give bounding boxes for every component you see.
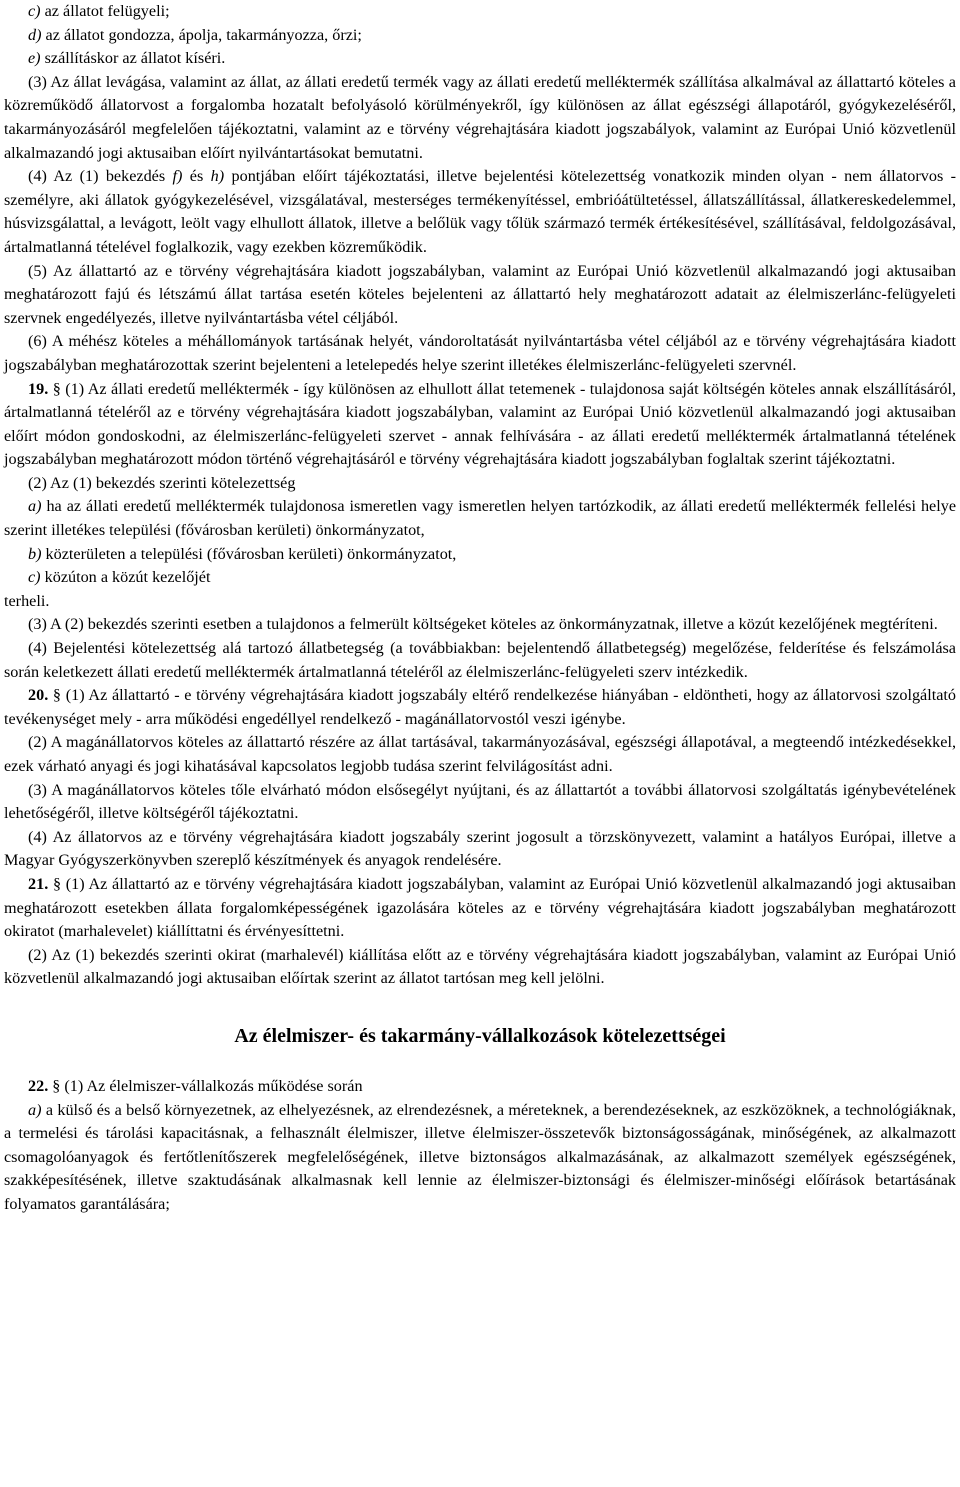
item-text: szállításkor az állatot kíséri. (40, 49, 226, 68)
section-21 (4, 873, 956, 944)
item-marker: e) (28, 49, 41, 68)
list-item-d (4, 24, 956, 48)
paragraph-19-4: (4) Bejelentési kötelezettség alá tartozó állatbetegség (a továbbiakban: bejelentendő állatbetegség) megelőzése, felderítése és felszámolása során keletkezett állati eredetű melléktermék ártalmatlanná tételéről az élelmiszerlánc-felügyeleti szerv intézkedik. (4, 639, 956, 681)
section-text: § (1) Az állattartó az e törvény végrehajtására kiadott jogszabályban, valamint az Európai Unió közvetlenül alkalmazandó jogi aktusaiban meghatározott esetekben állata forgalomképességének igazolására köteles az e törvény végrehajtására kiadott jogszabályban meghatározott okiratot (marhalevelet) kiállíttatni és érvényesíttetni. (4, 874, 956, 941)
chapter-heading: Az élelmiszer- és takarmány-vállalkozások kötelezettségei (234, 1024, 726, 1047)
paragraph-6: (6) A méhész köteles a méhállományok tartásának helyét, vándoroltatását nyilvántartásba vétel céljából az e törvény végrehajtására kiadott jogszabályban meghatározottak szerint bejelenteni a letelepedés helye szerint illetékes élelmiszerlánc-felügyeleti szervnél. (4, 332, 956, 374)
paragraph-text: pontjában előírt tájékoztatási, illetve bejelentési kötelezettség vonatkozik minden olyan - nem állatorvos - személyre, aki állatok gyógykezelésével, vizsgálatával, mesterséges termékenyítéssel, embrióátültetéssel, állatszállítással, állatkereskedelemmel, húsvizsgálattal, a levágott, leölt vagy elhullott állatok, illetve a belőlük vagy tőlük származó termék értékesítésével, szállításával, feldolgozásával, ártalmatlanná tételével foglalkozik, vagy ezekben közreműködik. (4, 167, 957, 256)
list-item-a (4, 495, 956, 542)
paragraph-4 (4, 165, 956, 259)
section-number: 21. (28, 874, 49, 893)
item-marker: c) (28, 568, 41, 587)
section-20 (4, 684, 956, 731)
paragraph-5: (5) Az állattartó az e törvény végrehajtására kiadott jogszabályban, valamint az Európai Unió közvetlenül alkalmazandó jogi aktusaiban meghatározott fajú és létszámú állat tartása esetén köteles bejelenteni az állattartó hely meghatározott adatait az élelmiszerlánc-felügyeleti szervnek engedélyezés, illetve nyilvántartásba vétel céljából. (4, 261, 956, 327)
list-item-c (4, 0, 956, 24)
item-text: a külső és a belső környezetnek, az elhelyezésnek, az elrendezésnek, a méreteknek, a berendezéseknek, az eszközöknek, a technológiáknak, a termelési és tárolási kapacitásnak, a felhasznált élelmiszer, illetve élelmiszer-összetevők biztonságosságának, minőségének, az alkalmazott csomagolóanyagok és fertőtlenítőszerek megfelelőségének, illetve biztonságos alkalmazásának, az alkalmazott személyek egészségének, szakképesítésének, illetve szaktudásának alkalmasnak kell lennie az élelmiszer-biztonsági és élelmiszer-minőségi előírások betartásának folyamatos garantálására; (4, 1100, 956, 1213)
item-marker: a) (28, 1100, 42, 1119)
section-22 (4, 1075, 956, 1099)
section-text: § (1) Az állati eredetű melléktermék - így különösen az elhullott állat tetemenek - tulajdonosa saját költségén köteles annak elszállításáról, ártalmatlanná tételéről az e törvény végrehajtására kiadott jogszabályban, valamint az Európai Unió közvetlenül alkalmazandó jogi aktusaiban előírt módon gondoskodni, az élelmiszerlánc-felügyeleti szervet - annak felhívására - az állati eredetű melléktermék ártalmatlanná tételének jogszabályban meghatározott módon történő végrehajtásáról e törvény végrehajtására kiadott jogszabályban foglaltak szerint tájékoztatni. (4, 379, 956, 469)
section-number: 20. (28, 686, 49, 705)
paragraph-text: és (182, 167, 211, 186)
item-marker: b) (28, 544, 42, 563)
point-ref-h: h) (210, 167, 225, 186)
list-item-c2 (4, 566, 956, 590)
paragraph-text: (4) Az (1) bekezdés (28, 167, 173, 186)
section-text: § (1) Az élelmiszer-vállalkozás működése során (48, 1076, 363, 1095)
paragraph-20-4: (4) Az állatorvos az e törvény végrehajtására kiadott jogszabály szerint jogosult a törzskönyvezett, valamint a hatályos Európai, illetve a Magyar Gyógyszerkönyvben szereplő készítmények és anyagok rendelésére. (4, 827, 956, 870)
item-text: az állatot gondozza, ápolja, takarmányozza, őrzi; (41, 25, 362, 44)
list-item-b (4, 543, 956, 567)
paragraph-19-3: (3) A (2) bekezdés szerinti esetben a tulajdonos a felmerült költségeket köteles az önkormányzatnak, illetve a közút kezelőjének megtéríteni. (28, 615, 938, 634)
section-text: § (1) Az állattartó - e törvény végrehajtására kiadott jogszabály eltérő rendelkezése hiányában - eldöntheti, hogy az állatorvosi szolgáltató tevékenységet mely - arra működési engedéllyel rendelkező - magánállatorvostól veszi igénybe. (4, 686, 956, 728)
item-text: az állatot felügyeli; (40, 2, 170, 20)
paragraph-terheli: terheli. (4, 591, 50, 610)
paragraph-19-2: (2) Az (1) bekezdés szerinti kötelezettség (28, 473, 296, 492)
item-text: közúton a közút kezelőjét (40, 568, 211, 587)
section-19 (4, 378, 956, 472)
section-number: 22. (28, 1076, 49, 1095)
item-marker: c) (28, 2, 41, 20)
section-number: 19. (28, 379, 49, 398)
item-text: közterületen a települési (fővárosban kerületi) önkormányzatot, (41, 544, 457, 563)
paragraph-20-2: (2) A magánállatorvos köteles az állattartó részére az állat tartásával, takarmányozásával, egészségi állapotával, a megteendő intézkedésekkel, ezek várható anyagi és jogi kihatásával kapcsolatos legjobb tudása szerint felvilágosítást adni. (4, 733, 956, 775)
point-ref-f: f) (172, 167, 183, 186)
list-item-e (4, 47, 956, 71)
item-marker: d) (28, 25, 42, 44)
item-text: ha az állati eredetű melléktermék tulajdonosa ismeretlen vagy ismeretlen helyen tartózkodik, az állati eredetű melléktermék fellelési helye szerint illetékes települési (fővárosban kerületi) önkormányzatot, (4, 497, 956, 540)
paragraph-3: (3) Az állat levágása, valamint az állat, az állati eredetű termék vagy az állati eredetű melléktermék szállítása alkalmával az állattartó köteles a közreműködő állatorvost a forgalomba hozatalt befolyásoló körülményekről, így különösen az állat egészségi állapotáról, gyógykezeléséről, takarmányozásáról megfelelően tájékoztatni, valamint az e törvény végrehajtására kiadott jogszabályok, valamint az Európai Unió közvetlenül alkalmazandó jogi aktusaiban előírt nyilvántartásokat bemutatni. (4, 72, 956, 162)
list-item-a-22 (4, 1099, 956, 1217)
item-marker: a) (28, 497, 42, 516)
paragraph-21-2: (2) Az (1) bekezdés szerinti okirat (marhalevél) kiállítása előtt az e törvény végrehajtására kiadott jogszabályban, valamint az Európai Unió közvetlenül alkalmazandó jogi aktusaiban előírtak szerint az állatot tartósan meg kell jelölni. (4, 945, 956, 988)
paragraph-20-3: (3) A magánállatorvos köteles tőle elvárható módon elsősegélyt nyújtani, és az állattartót a további állatorvosi szolgáltatás igénybevételének lehetőségéről, illetve költségéről tájékoztatni. (4, 780, 956, 823)
